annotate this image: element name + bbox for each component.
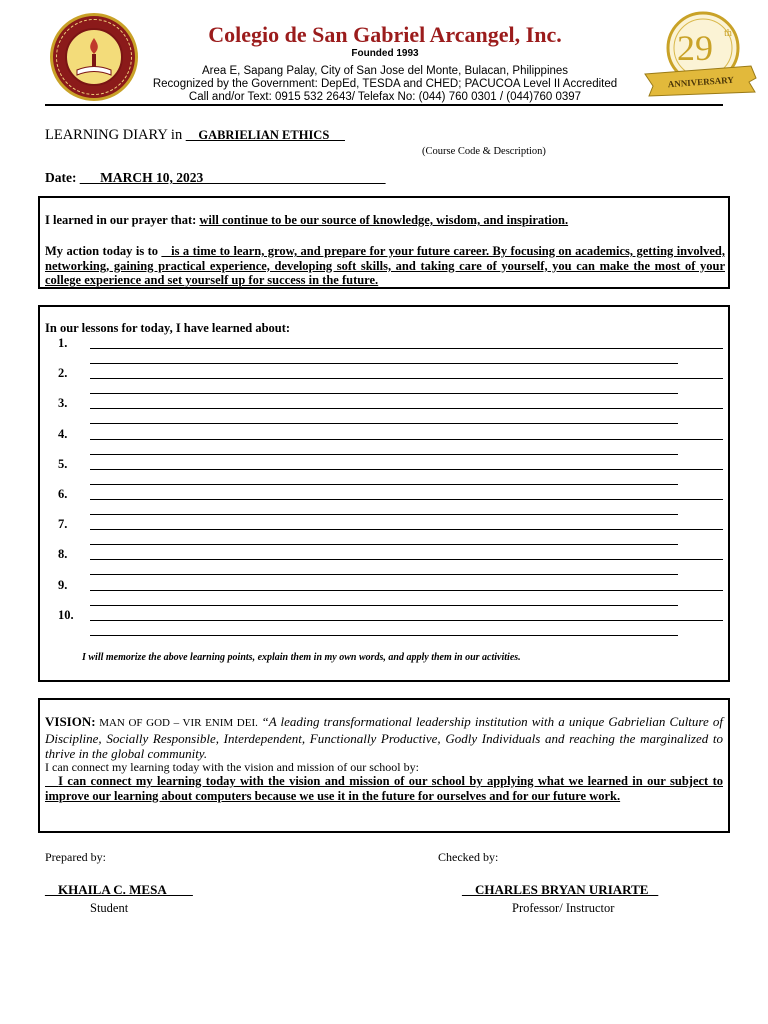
- lesson-answer-line[interactable]: [90, 408, 723, 409]
- lessons-box: [38, 305, 730, 682]
- vision-label: VISION:: [45, 714, 96, 729]
- anniversary-badge-icon: [643, 8, 758, 100]
- course-name: __GABRIELIAN ETHICS __: [185, 128, 345, 142]
- memorize-note: I will memorize the above learning points, explain them in my own words, and apply them in our activities.: [82, 652, 521, 663]
- lesson-number: 7.: [58, 517, 68, 532]
- lesson-answer-line[interactable]: [90, 363, 678, 364]
- lesson-answer-line[interactable]: [90, 499, 723, 500]
- header-rule: [45, 104, 723, 106]
- school-name: Colegio de San Gabriel Arcangel, Inc.: [208, 22, 562, 47]
- badge-ribbon-text: ANNIVERSARY: [667, 74, 735, 90]
- action-answer: _ is a time to learn, grow, and prepare for your future career. By focusing on academics, getting involved, networking, gaining practical experience, developing soft skills, and taking care of yourself, you can make the most of your college experience and set yourself up for success in the future.: [45, 244, 725, 287]
- connect-answer: [45, 774, 723, 803]
- diary-title: [45, 127, 345, 144]
- badge-number: 29: [677, 28, 713, 68]
- lesson-number: 3.: [58, 396, 68, 411]
- professor-name: __CHARLES BRYAN URIARTE _: [462, 882, 659, 897]
- lesson-answer-line[interactable]: [90, 605, 678, 606]
- lesson-answer-line[interactable]: [90, 574, 678, 575]
- torch-book-icon: [67, 30, 121, 84]
- lesson-answer-line[interactable]: [90, 348, 723, 349]
- connect-prompt: I can connect my learning today with the vision and mission of our school by:: [45, 760, 419, 774]
- lesson-answer-line[interactable]: [90, 454, 678, 455]
- professor-role: Professor/ Instructor: [512, 901, 615, 915]
- vision-statement: [45, 714, 723, 761]
- prepared-by-label: Prepared by:: [45, 850, 106, 864]
- vision-text: “A leading transformational leadership institution with a unique Gabrielian Culture of Discipline, Socially Responsible, Interdependent, Functionally Productive, Godly Individuals and reaching the marginalized to thrive in the global community.: [45, 714, 723, 761]
- vision-motto: MAN OF GOD – VIR ENIM DEI.: [95, 717, 262, 729]
- lesson-number: 6.: [58, 487, 68, 501]
- action-statement: [45, 244, 725, 288]
- lesson-answer-line[interactable]: [90, 469, 723, 470]
- course-caption: (Course Code & Description): [422, 146, 546, 157]
- connect-answer-text: I can connect my learning today with the vision and mission of our school by applying what we learned in our subject to improve our learning about computers because we use it in the future for ourselves and for our future work.: [45, 774, 724, 803]
- checked-by-label: Checked by:: [438, 850, 499, 864]
- date-label: Date:: [45, 170, 80, 185]
- lesson-answer-line[interactable]: [90, 544, 678, 545]
- logo-emblem: [65, 28, 123, 86]
- lesson-number: 4.: [58, 426, 68, 441]
- lesson-number: 5.: [58, 456, 68, 471]
- lesson-answer-line[interactable]: [90, 620, 723, 621]
- date-line: [45, 170, 385, 186]
- lesson-answer-line[interactable]: [90, 439, 723, 440]
- lesson-answer-line[interactable]: [90, 635, 678, 636]
- lesson-answer-line[interactable]: [90, 378, 723, 379]
- founded-year: Founded 1993: [351, 48, 419, 59]
- student-role: Student: [90, 901, 129, 915]
- lesson-answer-line[interactable]: [90, 423, 678, 424]
- diary-prefix: LEARNING DIARY in: [45, 127, 186, 143]
- lessons-heading: In our lessons for today, I have learned about:: [45, 321, 291, 335]
- lesson-number: 10.: [58, 607, 74, 622]
- action-label: My action today is to: [45, 244, 162, 258]
- lesson-number: 1.: [58, 336, 68, 350]
- date-value: ___MARCH 10, 2023___________________________: [79, 170, 386, 185]
- accreditation-line: Recognized by the Government: DepEd, TESDA and CHED; PACUCOA Level II Accredited: [152, 78, 618, 90]
- lesson-answer-line[interactable]: [90, 529, 723, 530]
- student-name: __KHAILA C. MESA____: [45, 882, 193, 897]
- prayer-label: I learned in our prayer that:: [45, 213, 200, 227]
- lesson-answer-line[interactable]: [90, 514, 678, 515]
- lesson-answer-line[interactable]: [90, 559, 723, 560]
- contact-line: Call and/or Text: 0915 532 2643/ Telefax No: (044) 760 0301 / (044)760 0397: [188, 91, 582, 103]
- prayer-statement: [45, 213, 725, 228]
- address-line: Area E, Sapang Palay, City of San Jose del Monte, Bulacan, Philippines: [201, 65, 569, 77]
- lesson-number: 8.: [58, 547, 68, 562]
- lesson-answer-line[interactable]: [90, 484, 678, 485]
- lesson-number: 9.: [58, 577, 68, 592]
- lesson-answer-line[interactable]: [90, 393, 678, 394]
- prayer-answer: will continue to be our source of knowledge, wisdom, and inspiration.: [199, 213, 569, 227]
- badge-suffix: th: [724, 28, 732, 39]
- lesson-number: 2.: [58, 366, 68, 381]
- lesson-answer-line[interactable]: [90, 590, 723, 591]
